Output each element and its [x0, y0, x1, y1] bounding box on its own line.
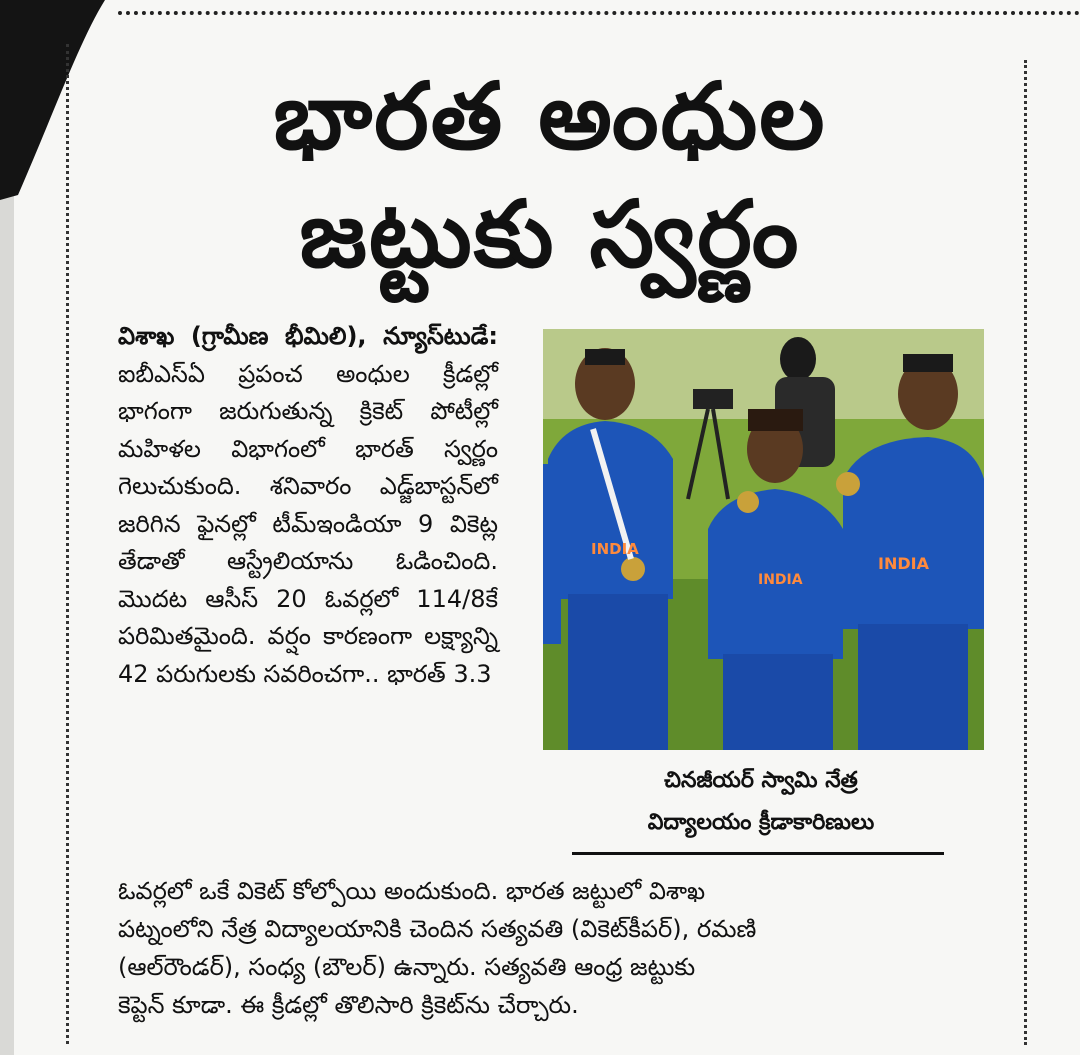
byline: విశాఖ (గ్రామీణ భీమిలి), న్యూస్‌టుడే: [118, 322, 498, 350]
dotted-border-right [1024, 60, 1027, 1045]
jersey-text-right: INDIA [878, 554, 929, 573]
dotted-border-top [118, 11, 1080, 15]
article-continuation [118, 872, 978, 1024]
headline-line-2: జట్టుకు స్వర్ణం [299, 181, 801, 288]
jersey-text-left: INDIA [591, 540, 639, 558]
headline-line-1: భారత అంధుల [273, 63, 827, 170]
caption-line-1: చినజీయర్ స్వామి నేత్ర [664, 768, 858, 793]
continuation-line: (ఆల్‌రౌండర్), సంధ్య (బౌలర్) ఉన్నారు. సత్యవతి ఆంధ్ర జట్టుకు [118, 953, 696, 981]
news-photo [543, 329, 984, 750]
caption-underline [572, 852, 944, 855]
caption-line-2: విద్యాలయం క్రీడాకారిణులు [647, 810, 875, 835]
continuation-line: కెప్టెన్ కూడా. ఈ క్రీడల్లో తొలిసారి క్రికెట్‌ను చేర్చారు. [118, 991, 579, 1019]
dotted-border-left [66, 44, 69, 1044]
article-body-column: ఐబీఎస్‌ఏ ప్రపంచ అంధుల క్రీడల్లో భాగంగా జరుగుతున్న క్రికెట్ పోటీల్లో మహిళల విభాగంలో భారత్ స్వర్ణం గెలుచుకుంది. శనివారం ఎడ్జ్‌బాస్టన్‌లో జరిగిన ఫైనల్లో టీమ్‌ఇండియా 9 వికెట్ల తేడాతో ఆస్ట్రేలియాను ఓడించింది. మొదట ఆసీస్ 20 ఓవర్లలో 114/8కే పరిమితమైంది. వర్షం కారణంగా లక్ష్యాన్ని 42 పరుగులకు సవరించగా.. భారత్ 3.3 [118, 359, 498, 688]
continuation-line: ఓవర్లలో ఒకే వికెట్ కోల్పోయి అందుకుంది. భారత జట్టులో విశాఖ [118, 877, 706, 905]
players-photo [543, 329, 984, 750]
article-column [118, 318, 498, 693]
jersey-text-middle: INDIA [758, 572, 803, 588]
headline [80, 58, 1020, 294]
photo-caption [566, 760, 956, 844]
continuation-line: పట్నంలోని నేత్ర విద్యాలయానికి చెందిన సత్యవతి (వికెట్‌కీపర్), రమణి [118, 915, 757, 943]
